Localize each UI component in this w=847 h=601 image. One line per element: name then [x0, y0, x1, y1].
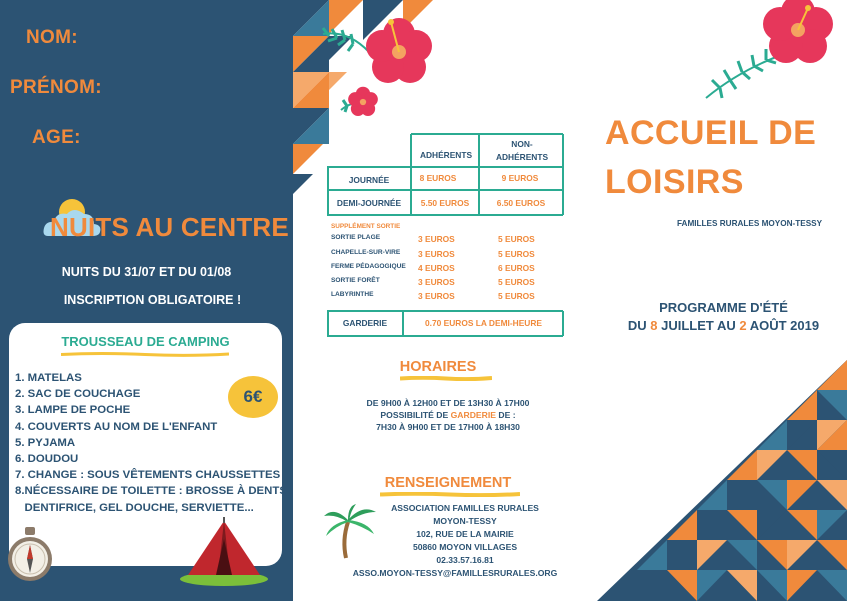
age-label: AGE: — [32, 127, 81, 148]
palm-tree-icon — [322, 502, 378, 560]
horaires-underline — [400, 376, 492, 381]
renseignement-line: 102, RUE DE LA MAIRIE — [416, 529, 514, 539]
sortie-adh: 4 EUROS — [418, 263, 455, 273]
row-journee-label: JOURNÉE — [348, 175, 390, 185]
list-item: 3. LAMPE DE POCHE — [15, 404, 131, 417]
tent-icon — [178, 515, 270, 587]
horaires-line1: DE 9H00 À 12H00 ET DE 13H30 À 17H00 — [366, 398, 530, 408]
supplement-label: SUPPLÉMENT SORTIE — [331, 223, 401, 230]
list-item: DENTIFRICE, GEL DOUCHE, SERVIETTE... — [15, 501, 254, 514]
list-item: 6. DOUDOU — [15, 453, 79, 466]
renseignement-line: ASSOCIATION FAMILLES RURALES — [391, 503, 539, 513]
sortie-label: LABYRINTHE — [331, 291, 374, 298]
horaires-line2 — [293, 410, 603, 420]
row-demi-adh: 5.50 EUROS — [420, 198, 470, 208]
nuits-dates: NUITS DU 31/07 ET DU 01/08 — [61, 265, 232, 279]
nom-label: NOM: — [26, 27, 78, 48]
list-item: 7. CHANGE : SOUS VÊTEMENTS CHAUSSETTES — [15, 469, 281, 482]
sortie-non: 5 EUROS — [498, 291, 535, 301]
horaires-garderie: GARDERIE — [450, 410, 496, 420]
cover-title-line1: ACCUEIL DE — [605, 114, 817, 152]
prenom-label: PRÉNOM: — [10, 77, 102, 98]
nuits-inscription: INSCRIPTION OBLIGATOIRE ! — [63, 293, 242, 307]
dates-part: DU — [627, 318, 651, 333]
sortie-label: SORTIE PLAGE — [331, 234, 381, 241]
sortie-label: CHAPELLE-SUR-VIRE — [331, 249, 401, 256]
renseignement-line: 50860 MOYON VILLAGES — [412, 542, 518, 552]
list-item: 1. MATELAS — [15, 372, 82, 384]
sortie-non: 5 EUROS — [498, 277, 535, 287]
nuits-title: NUITS AU CENTRE — [50, 212, 289, 242]
row-journee-non: 9 EUROS — [501, 173, 539, 183]
cover-title-line2: LOISIRS — [605, 163, 744, 201]
col-adherents: ADHÉRENTS — [419, 150, 473, 160]
dates-start-day: 8 — [650, 318, 658, 333]
sortie-label: SORTIE FORÊT — [331, 277, 380, 284]
sortie-non: 5 EUROS — [498, 234, 535, 244]
horaires-title: HORAIRES — [399, 359, 477, 375]
row-demi-label: DEMI-JOURNÉE — [336, 198, 402, 208]
dates-part: AOÛT 2019 — [746, 318, 820, 333]
horaires-line2-c: DE : — [496, 410, 516, 420]
list-item: 2. SAC DE COUCHAGE — [15, 388, 141, 401]
row-demi-non: 6.50 EUROS — [496, 198, 546, 208]
renseignement-underline — [380, 492, 520, 497]
renseignement-phone: 02.33.57.16.81 — [436, 555, 494, 565]
right-bottom-triangle-pattern — [597, 360, 847, 601]
trousseau-underline — [61, 352, 229, 357]
sortie-adh: 3 EUROS — [418, 234, 455, 244]
dates-end-day: 2 — [739, 318, 747, 333]
renseignement-title: RENSEIGNEMENT — [384, 475, 512, 491]
horaires-line2-a: POSSIBILITÉ DE — [380, 410, 451, 420]
cover-association: FAMILLES RURALES MOYON-TESSY — [677, 219, 823, 228]
price-badge: 6€ — [228, 376, 278, 418]
compass-icon — [6, 525, 54, 585]
dates-part: JUILLET AU — [657, 318, 740, 333]
sortie-adh: 3 EUROS — [418, 249, 455, 259]
renseignement-line: MOYON-TESSY — [433, 516, 497, 526]
cover-programme: PROGRAMME D'ÉTÉ — [659, 300, 788, 315]
right-top-flower-decoration — [700, 0, 847, 110]
row-garderie-value: 0.70 EUROS LA DEMI-HEURE — [425, 318, 542, 328]
sortie-label: FERME PÉDAGOGIQUE — [331, 263, 406, 270]
row-garderie-label: GARDERIE — [342, 318, 388, 328]
col-non-adherents-2: ADHÉRENTS — [495, 152, 549, 162]
sortie-non: 5 EUROS — [498, 249, 535, 259]
col-non-adherents-1: NON- — [511, 139, 533, 149]
sortie-non: 6 EUROS — [498, 263, 535, 273]
renseignement-email[interactable]: ASSO.MOYON-TESSY@FAMILLESRURALES.ORG — [352, 568, 558, 578]
sortie-adh: 3 EUROS — [418, 277, 455, 287]
list-item: 4. COUVERTS AU NOM DE L'ENFANT — [15, 420, 218, 433]
sortie-adh: 3 EUROS — [418, 291, 455, 301]
horaires-line3: 7H30 À 9H00 ET DE 17H00 À 18H30 — [376, 422, 520, 432]
row-journee-adh: 8 EUROS — [419, 173, 457, 183]
list-item: 5. PYJAMA — [15, 436, 76, 449]
list-item: 8.NÉCESSAIRE DE TOILETTE : BROSSE À DENTS, — [15, 485, 291, 498]
cover-dates — [600, 318, 847, 333]
trousseau-title: TROUSSEAU DE CAMPING — [61, 334, 230, 349]
